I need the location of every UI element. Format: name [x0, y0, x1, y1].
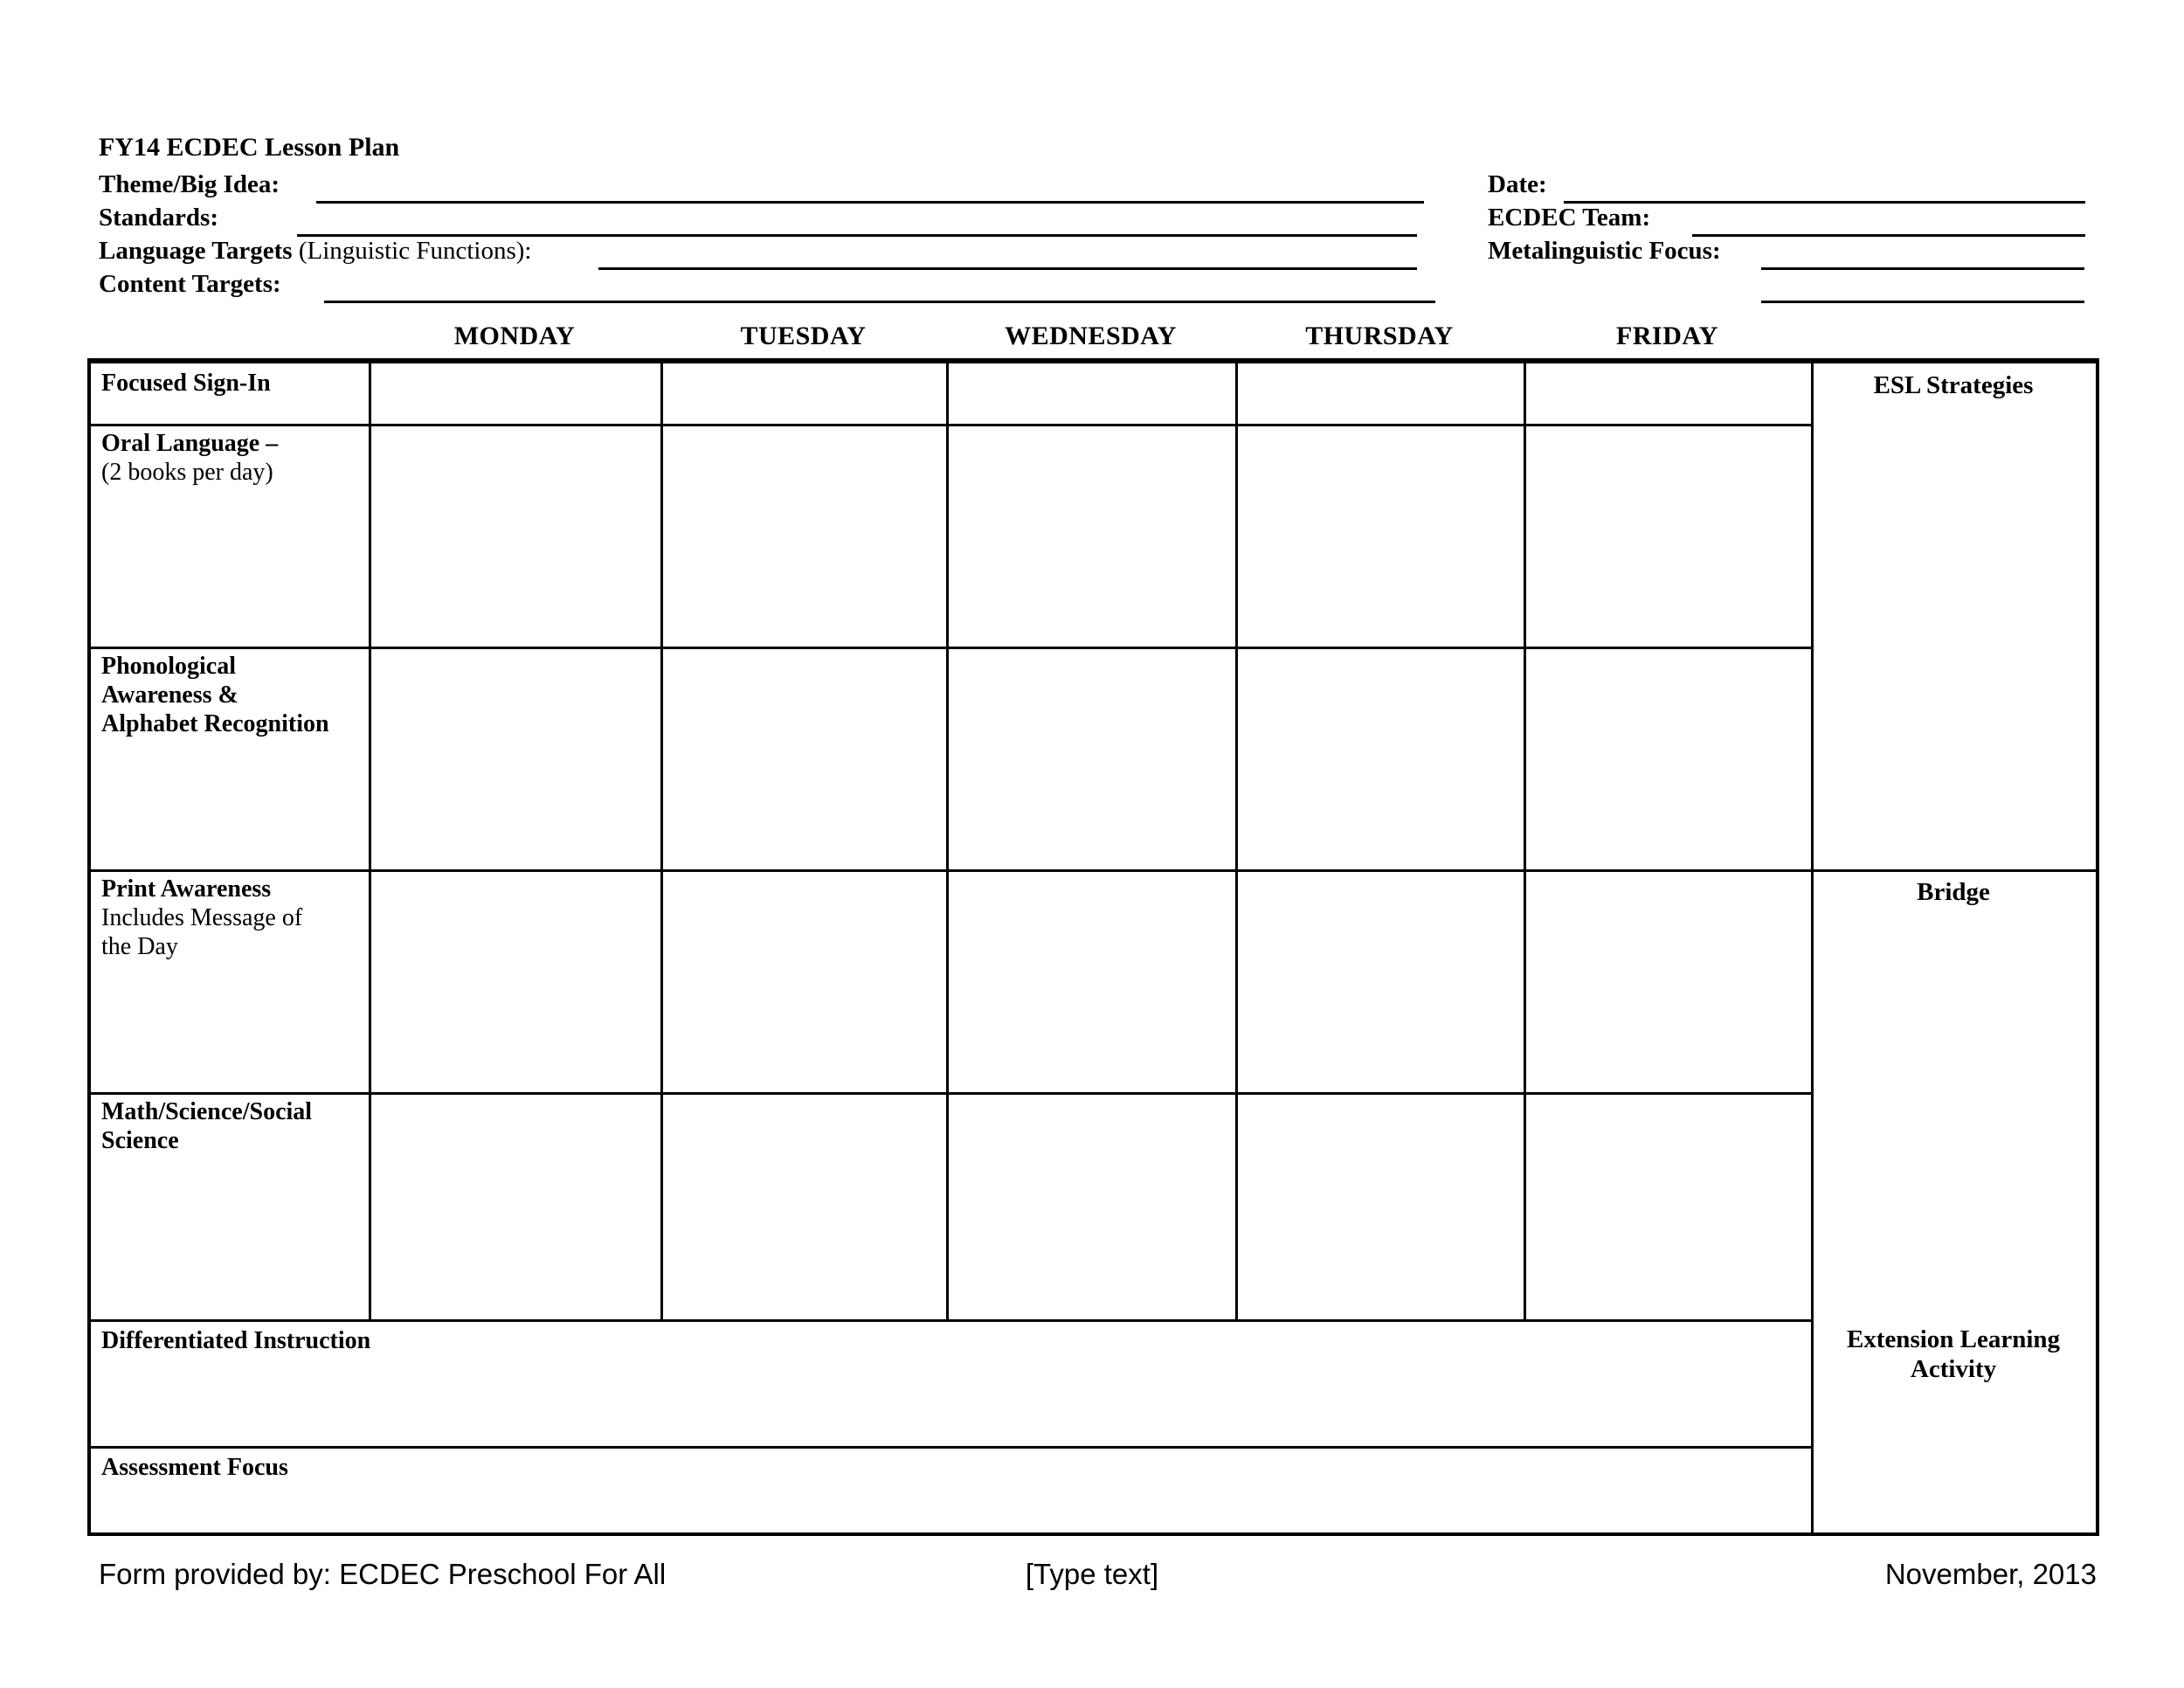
field-label-theme-big-idea: Theme/Big Idea:	[99, 170, 280, 198]
cell-friday-math-science[interactable]	[1524, 1092, 1811, 1319]
day-header-tuesday: TUESDAY	[740, 322, 867, 350]
cell-tuesday-phonological-awareness[interactable]	[660, 647, 946, 869]
cell-wednesday-focused-sign-in[interactable]	[946, 363, 1235, 424]
assessment-focus-area[interactable]	[91, 1446, 1811, 1532]
field-label-content-targets: Content Targets:	[99, 270, 281, 298]
day-header-monday: MONDAY	[453, 322, 576, 350]
cell-tuesday-print-awareness[interactable]	[660, 869, 946, 1092]
row-label-assessment-focus: Assessment Focus	[101, 1454, 288, 1481]
cell-wednesday-math-science[interactable]	[946, 1092, 1235, 1319]
field-label-standards: Standards:	[99, 204, 218, 232]
cell-thursday-oral-language[interactable]	[1235, 424, 1524, 647]
cell-thursday-math-science[interactable]	[1235, 1092, 1524, 1319]
cell-monday-phonological-awareness[interactable]	[369, 647, 660, 869]
field-label-ecdec-team: ECDEC Team:	[1488, 204, 1651, 232]
cell-thursday-phonological-awareness[interactable]	[1235, 647, 1524, 869]
field-label-metalinguistic-focus: Metalinguistic Focus:	[1488, 237, 1721, 265]
cell-monday-print-awareness[interactable]	[369, 869, 660, 1092]
field-label-language-targets: Language Targets (Linguistic Functions):	[99, 237, 532, 265]
row-label-oral-language: Oral Language – (2 books per day)	[101, 430, 279, 486]
bridge-area[interactable]	[1811, 869, 2096, 1532]
esl-strategies-area[interactable]	[1811, 363, 2096, 869]
footer-type-text-placeholder[interactable]: [Type text]	[1025, 1558, 1159, 1590]
cell-tuesday-math-science[interactable]	[660, 1092, 946, 1319]
day-header-friday: FRIDAY	[1616, 322, 1718, 350]
content-targets-input-line[interactable]	[324, 301, 1435, 303]
cell-thursday-print-awareness[interactable]	[1235, 869, 1524, 1092]
cell-monday-focused-sign-in[interactable]	[369, 363, 660, 424]
language-targets-input-line[interactable]	[598, 267, 1417, 270]
side-label-bridge: Bridge	[1917, 878, 1990, 906]
cell-wednesday-phonological-awareness[interactable]	[946, 647, 1235, 869]
theme-big-idea-input-line[interactable]	[316, 201, 1424, 204]
field-label-date: Date:	[1488, 170, 1547, 198]
side-label-extension-learning-activity: Extension Learning Activity	[1846, 1325, 2061, 1383]
cell-friday-phonological-awareness[interactable]	[1524, 647, 1811, 869]
row-label-focused-sign-in: Focused Sign-In	[101, 370, 271, 397]
cell-friday-focused-sign-in[interactable]	[1524, 363, 1811, 424]
ecdec-team-input-line[interactable]	[1692, 234, 2085, 237]
cell-tuesday-oral-language[interactable]	[660, 424, 946, 647]
metalinguistic-focus-input-line-2[interactable]	[1761, 301, 2084, 303]
side-label-esl-strategies: ESL Strategies	[1873, 371, 2034, 399]
lesson-plan-table	[87, 358, 2099, 1536]
day-header-wednesday: WEDNESDAY	[1005, 322, 1177, 350]
row-label-math-science-social-science: Math/Science/Social Science	[101, 1098, 313, 1154]
cell-tuesday-focused-sign-in[interactable]	[660, 363, 946, 424]
page-title: FY14 ECDEC Lesson Plan	[99, 133, 400, 162]
cell-thursday-focused-sign-in[interactable]	[1235, 363, 1524, 424]
footer-date: November, 2013	[1884, 1558, 2097, 1590]
cell-friday-oral-language[interactable]	[1524, 424, 1811, 647]
footer-provided-by: Form provided by: ECDEC Preschool For All	[99, 1558, 667, 1590]
row-label-print-awareness: Print Awareness Includes Message of the Day	[101, 875, 303, 960]
cell-monday-math-science[interactable]	[369, 1092, 660, 1319]
day-header-thursday: THURSDAY	[1305, 322, 1454, 350]
row-label-differentiated-instruction: Differentiated Instruction	[101, 1327, 371, 1354]
cell-monday-oral-language[interactable]	[369, 424, 660, 647]
row-label-phonological-awareness: Phonological Awareness & Alphabet Recognition	[101, 653, 329, 737]
cell-wednesday-oral-language[interactable]	[946, 424, 1235, 647]
metalinguistic-focus-input-line[interactable]	[1761, 267, 2084, 270]
cell-friday-print-awareness[interactable]	[1524, 869, 1811, 1092]
differentiated-instruction-area[interactable]	[91, 1319, 1811, 1446]
cell-wednesday-print-awareness[interactable]	[946, 869, 1235, 1092]
